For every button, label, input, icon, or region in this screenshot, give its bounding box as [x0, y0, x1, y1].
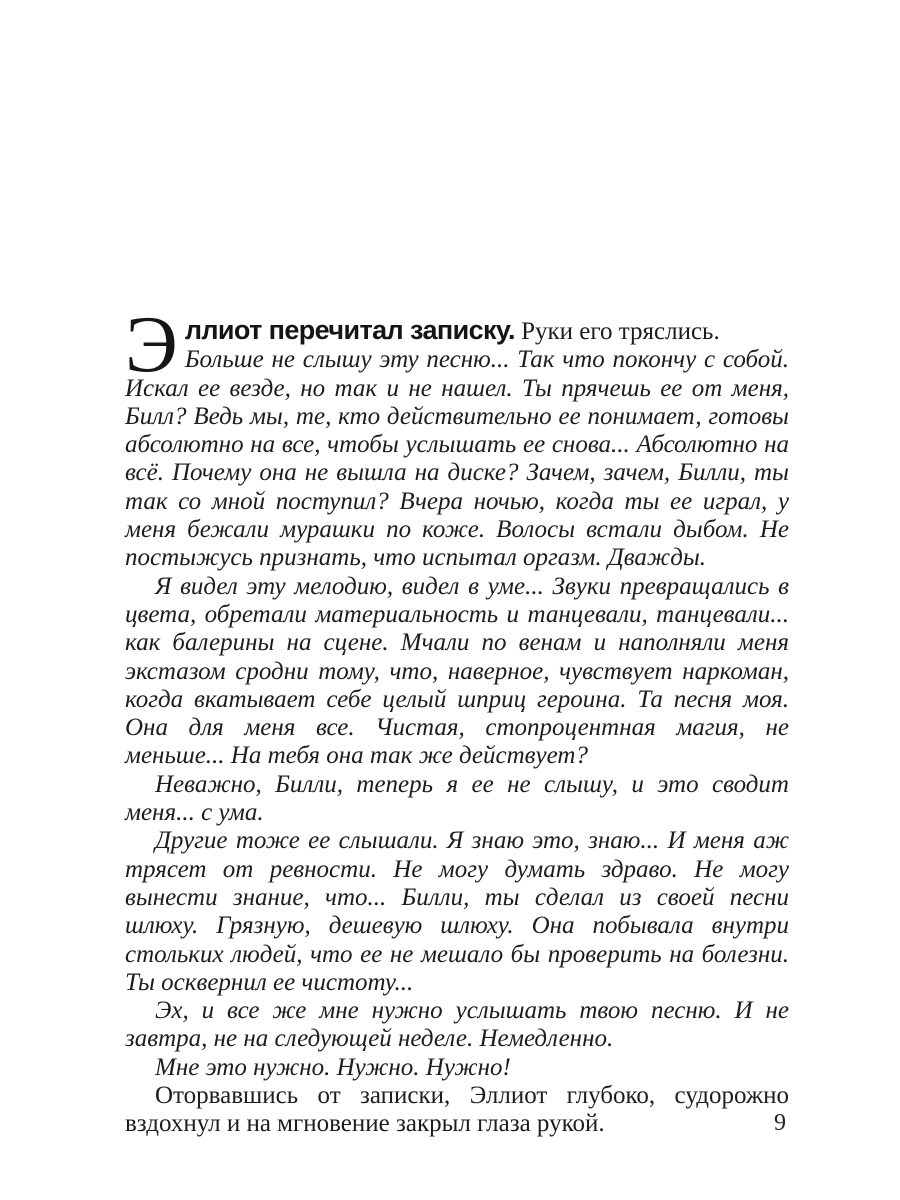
- body-paragraph-6: Мне это нужно. Нужно. Нужно!: [155, 1053, 511, 1081]
- body-paragraph-2: Я видел эту мелодию, видел в уме... Звуки превращались в цвета, обретали материальность и танцевали, танцевали... как балерины на сцене. Мчали по венам и наполняли меня экстазом сродни тому, что, наверное, чувствует наркоман, когда вкатывает себе целый шприц героина. Та песня моя. Она для меня все. Чистая, стопроцентная магия, не меньше... На тебя она так же действует?: [125, 572, 789, 770]
- body-paragraph-5: Эх, и все же мне нужно услышать твою песню. И не завтра, не на следующей неделе. Немедленно.: [125, 997, 789, 1053]
- opening-paragraph: [125, 301, 789, 389]
- body-paragraph-1: Больше не слышу эту песню... Так что покончу с собой. Искал ее везде, но так и не нашел. Ты прячешь ее от меня, Билл? Ведь мы, те, кто действительно ее понимает, готовы абсолютно на все, чтобы услышать ее снова... Абсолютно на всё. Почему она не вышла на диске? Зачем, зачем, Билли, ты так со мной поступил? Вчера ночью, когда ты ее играл, у меня бежали мурашки по коже. Волосы встали дыбом. Не постыжусь признать, что испытал оргазм. Дважды.: [125, 346, 789, 572]
- page-number: 9: [774, 1110, 786, 1136]
- body-paragraph-3: Неважно, Билли, теперь я ее не слышу, и это сводит меня... с ума.: [125, 770, 789, 827]
- closing-paragraph: Оторвавшись от записки, Эллиот глубоко, судорожно вздохнул и на мгновение закрыл глаза рукой.: [125, 1082, 789, 1138]
- opening-regular-phrase: Руки его тряслись.: [514, 318, 720, 345]
- text-block: [125, 301, 789, 1139]
- body-paragraph-4: Другие тоже ее слышали. Я знаю это, знаю... И меня аж трясет от ревности. Не могу думать здраво. Не могу вынести знание, что... Билли, ты сделал из своей песни шлюху. Грязную, дешевую шлюху. Она побывала внутри стольких людей, что ее не мешало бы проверить на болезни. Ты осквернил ее чистоту...: [125, 827, 789, 996]
- drop-cap: Э: [125, 301, 178, 389]
- opening-bold-phrase: ллиот перечитал записку.: [184, 315, 515, 345]
